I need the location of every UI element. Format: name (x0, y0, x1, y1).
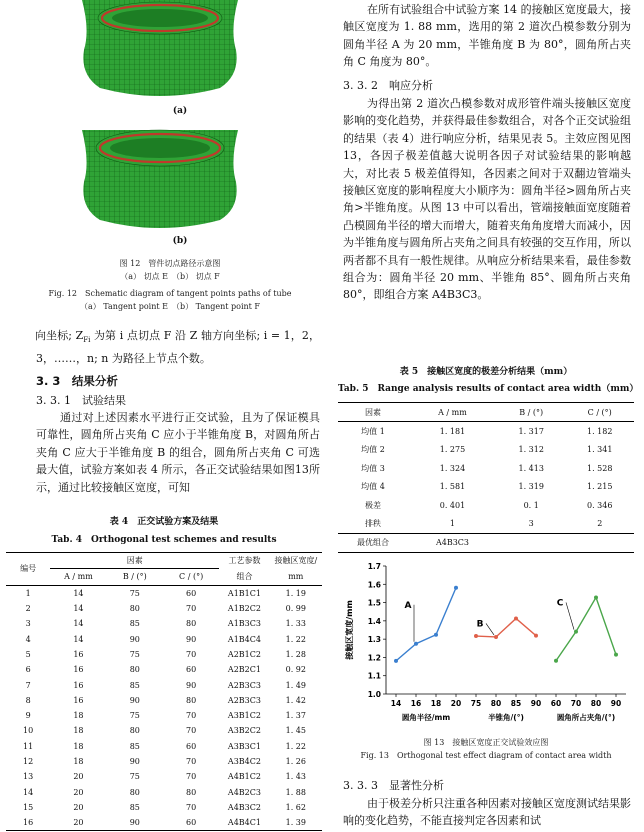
table-5-header-b: B / (°) (519, 407, 544, 417)
table-5-cell: 极差 (365, 500, 381, 510)
paragraph-vector-subscript: Fi (83, 336, 91, 345)
table-5-cell: 1. 581 (439, 482, 466, 492)
data-point-C (594, 595, 598, 599)
table-4-header-c: C / (°) (179, 572, 204, 582)
table-4-cell: 75 (129, 649, 140, 659)
table-4-row (6, 784, 322, 799)
table-4-cell: 18 (73, 726, 84, 736)
x-tick-label: 20 (450, 699, 462, 708)
table-5-cell: 1. 341 (587, 445, 613, 455)
paragraph-test-results: 通过对上述因素水平进行正交试验，且为了保证模具可靠性，圆角所占夹角 C 应小于半锥角度 B，对圆角所占夹角 C 应大于半锥角度 B 的组合，圆角所占夹角 C 可选最大值，试验方案如表 4 所示，各正交试验结果如图13所示，通过比较接触区宽度，可知 (36, 411, 320, 494)
table-4-cell: 60 (186, 741, 197, 751)
data-point-C (554, 659, 558, 663)
table-4-cell: 11 (23, 741, 34, 751)
table-4-cell: 75 (129, 772, 140, 782)
y-tick-label: 1.3 (367, 635, 381, 645)
table-5-best-label: 最优组合 (357, 538, 389, 548)
table-5-cell: 1. 312 (518, 445, 544, 455)
table-4-cell: 14 (73, 619, 84, 629)
x-tick-label: 90 (530, 699, 542, 708)
table-4-cell: 1. 43 (285, 772, 306, 782)
x-axis-label: 圆角半径/mm (401, 713, 451, 722)
figure-12b-label: (b) (172, 236, 188, 246)
x-tick-label: 80 (590, 699, 602, 708)
data-point-B (474, 634, 478, 638)
table-5-cell: 1. 413 (518, 463, 544, 473)
table-4-cell: 85 (129, 741, 140, 751)
table-5-cell: 1. 182 (587, 427, 613, 437)
y-tick-label: 1.5 (367, 598, 381, 608)
table-5-row (338, 459, 634, 477)
table-4-cell: 18 (73, 711, 84, 721)
table-4-cell: A1B2C2 (227, 604, 261, 614)
section-heading-3-3: 3. 3 结果分析 (36, 374, 118, 388)
figure-13-effect-chart (338, 560, 634, 736)
table-4-cell: A2B3C3 (227, 680, 261, 690)
table-4-row (6, 754, 322, 769)
x-tick-label: 75 (470, 699, 482, 708)
data-point-A (414, 642, 418, 646)
table-5-row (338, 496, 634, 514)
table-5-cell: 1. 317 (518, 427, 544, 437)
series-label-B: B (476, 619, 484, 630)
y-tick-label: 1.0 (367, 690, 381, 699)
table-4-header-no: 编号 (20, 564, 37, 574)
table-4-cell: A2B3C3 (227, 695, 261, 705)
table-5-row (338, 478, 634, 496)
table-4-cell: 14 (73, 634, 84, 644)
table-4-cell: A4B1C2 (227, 772, 261, 782)
table-4-cell: 20 (73, 802, 84, 812)
table-4-cell: 16 (73, 649, 84, 659)
table-5-cell: 1. 275 (439, 445, 466, 455)
table-4-cell: 90 (186, 634, 197, 644)
table-4-cell: 3 (25, 619, 31, 629)
table-4-cell: 9 (25, 711, 31, 721)
table-4-cell: 85 (129, 802, 140, 812)
figure-12-subcaption-en: （a） Tangent point E （b） Tangent point F (80, 302, 260, 311)
table-4-row (6, 739, 322, 754)
table-4-header-a: A / mm (64, 572, 93, 582)
series-line-A (396, 588, 456, 661)
table-4-cell: 1. 26 (285, 757, 306, 766)
paragraph-response-analysis: 为得出第 2 道次凸模参数对成形管件端头接触区宽度影响的变化趋势，并获得最佳参数组合，对各个正交试验组的结果（表 4）进行响应分析，结果见表 5。主效应图见图 13，各因子极差值越大说明各因子对试验结果的影响越大，对比表 5 极差值得知，各因素之间对于双翻边管端头接触区宽度的影响程度大小顺序为：圆角半径>圆角所占夹角>半锥角度。从图 13 中可以看出，管端接触面宽度随着凸模圆角半径的增大而增大，随着夹角角度增大而减小，因为半锥角度与圆角所占夹角之间具有较强的交互作用，所以两者都不具有一般性规律。从响应分析结果来看，最佳参数组合为：圆角半径 20 mm、半锥角 85°、圆角所占夹角 80°，即组合方案 A4B3C3。 (343, 97, 631, 302)
table-4-cell: 70 (186, 726, 197, 736)
table-4-cell: 85 (129, 619, 140, 629)
table-4-cell: 1 (25, 588, 31, 598)
figure-12a-label: (a) (172, 106, 188, 116)
x-tick-label: 80 (490, 699, 502, 708)
table-5-cell: 0. 401 (439, 500, 466, 510)
table-4-cell: 10 (23, 726, 34, 736)
table-5-cell: 均值 3 (361, 463, 385, 473)
data-point-A (434, 633, 438, 637)
series-line-B (476, 618, 536, 636)
x-tick-label: 70 (570, 699, 582, 708)
table-4-cell: A4B3C2 (227, 802, 261, 812)
table-5-cell: 排秩 (365, 519, 381, 529)
figure-12-caption-en: Fig. 12 Schematic diagram of tangent points paths of tube (48, 289, 292, 298)
data-point-B (494, 635, 498, 639)
table-4-row (6, 769, 322, 784)
table-4-cell: 1. 28 (285, 649, 306, 659)
table-4-row (6, 815, 322, 831)
table-4-row (6, 662, 322, 677)
table-4-cell: 16 (73, 680, 84, 690)
table-4-cell: 1. 45 (285, 726, 306, 736)
table-4-row (6, 723, 322, 738)
table-4-cell: 75 (129, 588, 140, 598)
table-5-cell: 0. 1 (523, 500, 539, 510)
paragraph-vector-definition (36, 327, 320, 367)
data-point-B (514, 616, 518, 620)
table-4-header-combo-2: 组合 (236, 572, 253, 582)
table-4-title-en: Tab. 4 Orthogonal test schemes and results (51, 535, 277, 545)
table-4-title-cn: 表 4 正交试验方案及结果 (109, 517, 219, 527)
table-4-cell: 20 (73, 818, 84, 828)
table-4-cell: 90 (129, 757, 140, 766)
series-label-A: A (404, 600, 412, 611)
table-4-cell: 18 (73, 741, 84, 751)
table-4-cell: A3B1C2 (227, 711, 261, 721)
table-4-cell: 60 (186, 588, 197, 598)
table-4-cell: 20 (73, 787, 84, 797)
table-4-cell: 70 (186, 802, 197, 812)
table-4-cell: 90 (186, 680, 197, 690)
table-4-row (6, 800, 322, 815)
table-4-cell: 80 (186, 787, 197, 797)
y-tick-label: 1.6 (367, 580, 381, 590)
table-4-cell: A3B4C2 (227, 757, 261, 766)
x-tick-label: 90 (610, 699, 622, 708)
table-5-cell: 1 (449, 519, 456, 529)
table-5-cell: 3 (528, 519, 534, 529)
table-4-cell: 0. 99 (285, 604, 306, 614)
section-heading-3-3-2: 3. 3. 2 响应分析 (343, 79, 433, 92)
table-4-cell: A4B4C1 (227, 818, 261, 828)
table-4-cell: A2B2C1 (227, 665, 261, 675)
table-4-row (6, 647, 322, 662)
table-4-cell: 90 (129, 818, 140, 828)
figure-12-caption-cn: 图 12 管件切点路径示意图 (119, 259, 221, 268)
table-4-cell: 16 (73, 665, 84, 675)
table-5-cell: 2 (597, 519, 603, 529)
table-5-header-a: A / mm (438, 407, 467, 417)
table-5-cell: 1. 181 (439, 427, 466, 437)
table-4-cell: A1B4C4 (227, 634, 261, 644)
table-4-cell: 75 (129, 711, 140, 721)
table-4-cell: 5 (25, 649, 31, 659)
table-4 (6, 552, 322, 831)
series-label-C: C (556, 598, 564, 609)
table-4-cell: 18 (73, 757, 84, 766)
table-4-cell: 6 (25, 665, 31, 675)
table-4-cell: 70 (186, 772, 197, 782)
table-4-cell: 80 (186, 695, 197, 705)
x-tick-label: 14 (390, 699, 402, 708)
table-4-row (6, 677, 322, 692)
table-4-cell: A1B1C1 (227, 588, 261, 598)
table-4-cell: A4B2C3 (227, 787, 261, 797)
x-tick-label: 18 (430, 699, 442, 708)
table-4-cell: 80 (129, 604, 140, 614)
figure-12b-tube-mesh (60, 122, 260, 232)
table-4-row (6, 585, 322, 601)
y-tick-label: 1.7 (367, 562, 381, 571)
table-4-cell: 1. 19 (285, 588, 306, 598)
paragraph-vector-rest: 为第 i 点切点 F 沿 Z 轴方向坐标; i = 1，2，3，……，n; n 为路径上节点个数。 (36, 329, 320, 365)
table-4-cell: A2B1C2 (227, 649, 261, 659)
table-4-cell: 70 (186, 757, 197, 766)
table-4-cell: A1B3C3 (227, 619, 261, 629)
x-tick-label: 60 (550, 699, 562, 708)
table-4-cell: 14 (73, 604, 84, 614)
table-4-cell: 14 (23, 787, 34, 797)
table-4-cell: A3B3C1 (227, 741, 261, 751)
x-tick-label: 85 (510, 699, 522, 708)
table-4-cell: 1. 37 (285, 711, 306, 721)
table-4-cell: 16 (73, 695, 84, 705)
table-4-cell: 13 (23, 772, 34, 782)
y-tick-label: 1.2 (367, 653, 381, 663)
data-point-A (454, 586, 458, 590)
table-4-cell: 12 (23, 757, 34, 766)
table-4-cell: 16 (23, 818, 34, 828)
table-4-row (6, 708, 322, 723)
table-5-cell: 均值 2 (361, 445, 385, 455)
table-4-cell: 7 (25, 680, 31, 690)
table-5-cell: 1. 215 (587, 482, 613, 492)
data-point-B (534, 634, 538, 638)
table-5-row (338, 514, 634, 533)
table-4-cell: 15 (23, 802, 34, 812)
table-5-header-c: C / (°) (587, 407, 612, 417)
table-4-cell: 1. 33 (285, 619, 306, 629)
figure-12a-tube-mesh (60, 0, 260, 100)
table-4-row (6, 631, 322, 646)
table-4-header-width: 接触区宽度/ (274, 556, 318, 566)
table-4-header-width-2: mm (288, 572, 304, 582)
table-4-cell: 1. 22 (285, 741, 306, 751)
series-label-leader (566, 602, 574, 629)
section-heading-3-3-3: 3. 3. 3 显著性分析 (343, 779, 444, 792)
table-5-best-value: A4B3C3 (435, 538, 469, 548)
table-4-cell: 80 (129, 726, 140, 736)
table-4-cell: 60 (186, 818, 197, 828)
y-axis-label: 接触区宽度/mm (345, 600, 354, 660)
paragraph-vector-start: 向坐标; Z (35, 329, 84, 342)
table-4-cell: 90 (129, 695, 140, 705)
table-4-cell: 14 (73, 588, 84, 598)
table-4-header-combo: 工艺参数 (228, 556, 261, 566)
table-4-row (6, 601, 322, 616)
table-4-row (6, 616, 322, 631)
x-axis-label: 半锥角/(°) (488, 713, 524, 722)
x-tick-label: 16 (410, 699, 422, 708)
table-5 (338, 402, 634, 553)
table-5-title-cn: 表 5 接触区宽度的极差分析结果（mm） (399, 367, 573, 377)
table-4-header-b: B / (°) (122, 572, 147, 582)
table-4-cell: 80 (129, 787, 140, 797)
table-4-cell: 1. 49 (285, 680, 306, 690)
figure-13-caption-cn: 图 13 接触区宽度正交试验效应图 (423, 738, 549, 747)
figure-12-subcaption-cn: （a） 切点 E （b） 切点 F (120, 272, 220, 281)
table-5-cell: 1. 324 (439, 463, 466, 473)
y-tick-label: 1.1 (367, 671, 381, 681)
table-4-cell: 1. 88 (285, 787, 306, 797)
table-4-header-factor: 因素 (50, 553, 219, 569)
table-4-cell: 70 (186, 649, 197, 659)
series-label-leader (486, 623, 494, 634)
table-5-title-en: Tab. 5 Range analysis results of contact area width（mm） (338, 384, 639, 394)
table-4-cell: 80 (129, 665, 140, 675)
table-4-cell: 4 (25, 634, 31, 644)
table-4-cell: 70 (186, 711, 197, 721)
table-4-cell: 1. 22 (285, 634, 306, 644)
paragraph-best-combination: 在所有试验组合中试验方案 14 的接触区宽度最大，接触区宽度为 1. 88 mm，选用的第 2 道次凸模参数分别为圆角半径 A 为 20 mm，半锥角度 B 为 80°，圆角所占夹角 C 角度为 80°。 (343, 3, 631, 69)
series-line-C (556, 597, 616, 660)
table-4-cell: 80 (186, 619, 197, 629)
data-point-C (614, 653, 618, 657)
data-point-C (574, 630, 578, 634)
table-5-header-factor: 因素 (365, 407, 381, 417)
table-4-row (6, 693, 322, 708)
table-5-cell: 均值 1 (361, 427, 385, 437)
table-4-cell: 90 (129, 634, 140, 644)
paragraph-significance: 由于极差分析只注重各种因素对接触区宽度测试结果影响的变化趋势，不能直接判定各因素和试 (343, 797, 631, 828)
table-4-cell: 20 (73, 772, 84, 782)
y-tick-label: 1.4 (367, 616, 381, 626)
table-5-cell: 0. 346 (587, 500, 613, 510)
table-4-cell: 1. 42 (285, 695, 306, 705)
table-4-cell: A3B2C2 (227, 726, 261, 736)
table-4-cell: 70 (186, 604, 197, 614)
table-4-cell: 0. 92 (285, 665, 306, 675)
table-5-cell: 1. 319 (518, 482, 544, 492)
table-4-cell: 2 (25, 604, 31, 614)
table-5-cell: 1. 528 (587, 463, 613, 473)
section-heading-3-3-1: 3. 3. 1 试验结果 (36, 394, 126, 407)
table-5-row (338, 422, 634, 441)
table-4-cell: 8 (25, 695, 31, 705)
table-4-cell: 1. 39 (285, 818, 306, 828)
x-axis-label: 圆角所占夹角/(°) (556, 713, 616, 722)
data-point-A (394, 659, 398, 663)
table-5-cell: 均值 4 (361, 482, 385, 492)
table-4-cell: 1. 62 (285, 802, 306, 812)
figure-13-caption-en: Fig. 13 Orthogonal test effect diagram of contact area width (360, 751, 612, 760)
table-4-cell: 60 (186, 665, 197, 675)
table-5-row (338, 441, 634, 459)
table-4-cell: 85 (129, 680, 140, 690)
